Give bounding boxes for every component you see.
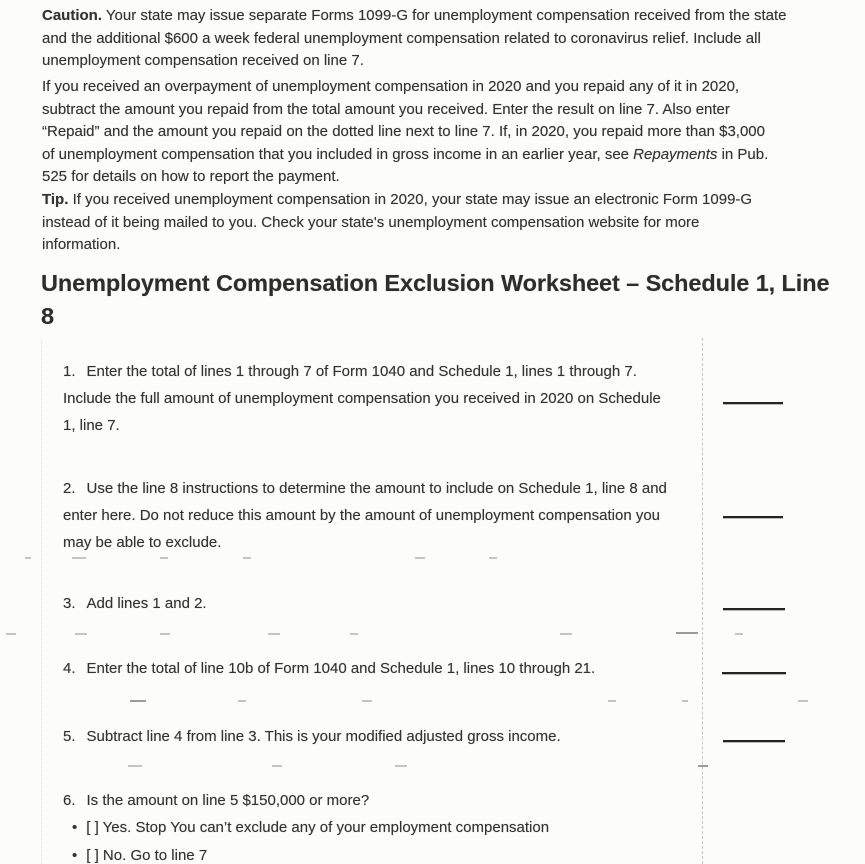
item-3-number: 3. <box>63 595 76 612</box>
overpayment-text-start: If you received an overpayment of unemployment compensation in 2020 and you repaid any of it in 2020, subtract the amount you repaid from the total amount you received. Enter the result on line 7. Also enter “Repaid” and the amount you repaid on the dotted line next to line 7. If, in 2020, you repaid more than $3,000 of unemployment compensation that you included in gross income in an earlier year, see <box>42 78 765 163</box>
scan-artifact <box>160 557 168 559</box>
item-6-option-yes-label: [ ] Yes. Stop You can’t exclude any of your employment compensation <box>86 819 550 836</box>
tip-paragraph <box>42 189 778 257</box>
scan-artifact <box>238 700 246 702</box>
answer-line-1 <box>723 402 783 404</box>
caution-text: Your state may issue separate Forms 1099-G for unemployment compensation received from the state and the additional $600 a week federal unemployment compensation related to coronavirus relief. Include all unemployment compensation received on line 7. <box>42 7 787 69</box>
scan-artifact <box>608 700 616 702</box>
scan-artifact <box>682 700 688 702</box>
item-2-number: 2. <box>63 480 76 497</box>
item-4-text: Enter the total of line 10b of Form 1040 and Schedule 1, lines 10 through 21. <box>86 660 596 677</box>
item-6-option-no-label: [ ] No. Go to line 7 <box>86 847 208 864</box>
scan-artifact <box>698 765 708 767</box>
tip-text: If you received unemployment compensation in 2020, your state may issue an electronic Form 1099-G instead of it being mailed to you. Check your state's unemployment compensation website for more information. <box>42 191 753 253</box>
item-4-number: 4. <box>63 660 76 677</box>
item-1-number: 1. <box>63 363 76 380</box>
item-5-number: 5. <box>63 728 76 745</box>
worksheet-item-4 <box>63 655 671 682</box>
scan-artifact <box>130 700 146 702</box>
scan-artifact <box>350 633 358 635</box>
item-6-number: 6. <box>63 792 76 809</box>
item-3-text: Add lines 1 and 2. <box>86 595 207 612</box>
scan-artifact <box>243 557 251 559</box>
scan-artifact <box>395 765 407 767</box>
scan-artifact <box>560 633 572 635</box>
bullet-icon: • <box>72 847 78 864</box>
answer-line-5 <box>723 740 785 742</box>
scan-artifact <box>489 557 497 559</box>
item-6-text: Is the amount on line 5 $150,000 or more? <box>86 792 370 809</box>
overpayment-paragraph <box>42 76 774 189</box>
scan-artifact <box>75 633 87 635</box>
worksheet-item-2 <box>63 475 671 556</box>
item-1-text: Enter the total of lines 1 through 7 of Form 1040 and Schedule 1, lines 1 through 7. Include the full amount of unemployment compensation you received in 2020 on Schedule 1, line 7. <box>63 363 661 434</box>
worksheet-item-6 <box>63 787 671 864</box>
item-6-option-no <box>63 842 671 864</box>
scan-artifact <box>25 557 31 559</box>
scan-artifact <box>160 633 170 635</box>
scan-artifact <box>268 633 280 635</box>
scan-artifact <box>272 765 282 767</box>
item-5-text: Subtract line 4 from line 3. This is your modified adjusted gross income. <box>86 728 561 745</box>
scan-artifact <box>362 700 372 702</box>
item-6-question <box>63 787 671 814</box>
worksheet-item-1 <box>63 358 671 439</box>
scan-artifact <box>128 765 142 767</box>
scan-artifact <box>735 633 743 635</box>
item-2-text: Use the line 8 instructions to determine the amount to include on Schedule 1, line 8 and enter here. Do not reduce this amount by the amount of unemployment compensation you may be able to exclude. <box>63 480 667 551</box>
tip-lead: Tip. <box>42 191 69 208</box>
answer-line-2 <box>723 516 783 518</box>
scan-artifact <box>798 700 808 702</box>
scan-artifact <box>676 632 698 634</box>
scan-artifact <box>415 557 425 559</box>
worksheet-item-5 <box>63 723 671 750</box>
dashed-column-separator-line <box>702 338 703 864</box>
left-margin-scan-line <box>41 340 42 864</box>
bullet-icon: • <box>72 819 78 836</box>
answer-line-3 <box>723 608 785 610</box>
worksheet-heading: Unemployment Compensation Exclusion Worksheet – Schedule 1, Line 8 <box>41 270 830 329</box>
caution-paragraph <box>42 5 806 73</box>
worksheet-item-3 <box>63 590 671 617</box>
caution-lead: Caution. <box>42 7 102 24</box>
item-6-option-yes <box>63 814 671 842</box>
scan-artifact <box>72 557 86 559</box>
repayments-italic-term: Repayments <box>633 145 718 163</box>
overpayment-text-end: in Pub. 525 for details on how to report the payment. <box>42 145 769 185</box>
scan-artifact <box>6 633 16 635</box>
answer-line-4 <box>722 672 786 674</box>
